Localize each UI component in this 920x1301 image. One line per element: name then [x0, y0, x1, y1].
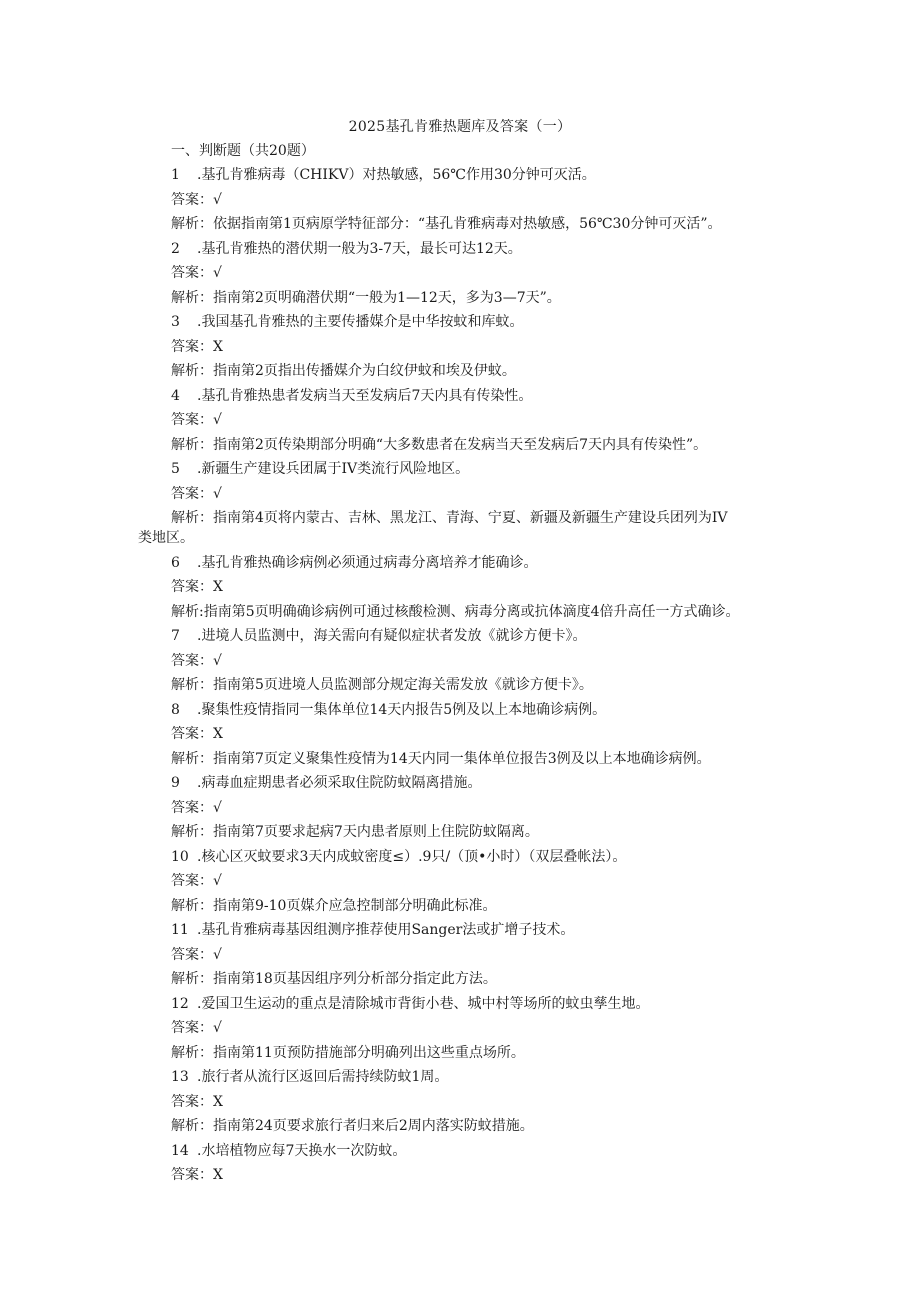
question-number: 14	[171, 1142, 189, 1159]
question-number: 1	[171, 167, 180, 183]
question-number: 3	[171, 314, 180, 330]
explanation-text: 解析：指南第2页明确潜伏期“一般为1—12天，多为3—7天”。	[171, 289, 561, 306]
question-body: .新疆生产建设兵团属于IV类流行风险地区。	[197, 461, 470, 477]
answer-text: 答案：√	[171, 191, 222, 208]
answer-text: 答案：√	[171, 652, 222, 669]
question-text	[138, 994, 788, 1014]
explanation-text: 解析：指南第18页基因组序列分析部分指定此方法。	[171, 971, 497, 987]
explanation-text: 解析：依据指南第1页病原学特征部分：“基孔肯雅病毒对热敏感，56℃30分钟可灭活”。	[171, 216, 722, 232]
question-body: .基孔肯雅病毒基因组测序推荐使用Sanger法或扩增子技术。	[197, 922, 575, 938]
section-heading: 一、判断题（共20题）	[171, 143, 315, 159]
question-number: 13	[171, 1069, 189, 1085]
answer-text: 答案：√	[171, 485, 222, 502]
answer-text: 答案：√	[171, 946, 222, 963]
question-body: .基孔肯雅热的潜伏期一般为3-7天，最长可达12天。	[197, 240, 522, 257]
question-list	[138, 165, 788, 1190]
question-number: 10	[171, 848, 189, 865]
answer-text: 答案：√	[171, 799, 222, 816]
answer-text: 答案：√	[171, 873, 222, 889]
answer-text: 答案：X	[171, 1167, 223, 1183]
question-body: .水培植物应每7天换水一次防蚊。	[197, 1142, 407, 1159]
question-body: .基孔肯雅热确诊病例必须通过病毒分离培养才能确诊。	[197, 554, 538, 571]
question-body: .聚集性疫情指同一集体单位14天内报告5例及以上本地确诊病例。	[197, 701, 607, 718]
explanation-text-continued: 类地区。	[138, 530, 194, 546]
explanation-text: 解析：指南第7页定义聚集性疫情为14天内同一集体单位报告3例及以上本地确诊病例。	[171, 750, 711, 767]
question-body: .爱国卫生运动的重点是清除城市背街小巷、城中村等场所的蚊虫孳生地。	[197, 995, 650, 1012]
question-number: 4	[171, 387, 180, 404]
answer-text: 答案：√	[171, 1020, 222, 1036]
question-number: 12	[171, 995, 189, 1012]
question-body: .进境人员监测中，海关需向有疑似症状者发放《就诊方便卡》。	[197, 628, 587, 644]
question-body: .基孔肯雅病毒（CHIKV）对热敏感，56℃作用30分钟可灭活。	[197, 167, 596, 183]
explanation-text: 解析：指南第5页进境人员监测部分规定海关需发放《就诊方便卡》。	[171, 677, 593, 693]
question-text	[138, 553, 788, 573]
question-text	[138, 773, 788, 793]
question-text	[138, 700, 788, 720]
question-body: .旅行者从流行区返回后需持续防蚊1周。	[197, 1069, 449, 1085]
question-text	[138, 626, 788, 646]
question-text	[138, 847, 788, 867]
question-body: .病毒血症期患者必须采取住院防蚊隔离措施。	[197, 775, 482, 791]
question-text	[138, 1141, 788, 1161]
answer-text: 答案：√	[171, 412, 222, 428]
question-number: 11	[171, 922, 189, 938]
answer-text: 答案：X	[171, 338, 223, 355]
explanation-text: 解析：指南第7页要求起病7天内患者原则上住院防蚊隔离。	[171, 824, 539, 840]
question-text	[138, 1067, 788, 1087]
explanation-text: 解析：指南第24页要求旅行者归来后2周内落实防蚊措施。	[171, 1118, 534, 1134]
question-body: .基孔肯雅热患者发病当天至发病后7天内具有传染性。	[197, 387, 533, 404]
question-text	[138, 239, 788, 259]
question-number: 9	[171, 775, 180, 791]
answer-text: 答案：X	[171, 579, 223, 595]
explanation-text: 解析:指南第5页明确确诊病例可通过核酸检测、病毒分离或抗体滴度4倍升高任一方式确诊。	[171, 603, 740, 620]
explanation-text: 解析：指南第9-10页媒介应急控制部分明确此标准。	[171, 897, 497, 914]
explanation-text: 解析：指南第2页传染期部分明确“大多数患者在发病当天至发病后7天内具有传染性”。	[171, 436, 708, 453]
answer-text: 答案：X	[171, 1093, 223, 1110]
question-body: .核心区灭蚊要求3天内成蚊密度≤）.9只/（顶•小时）（双层叠帐法）。	[197, 848, 627, 865]
question-body: .我国基孔肯雅热的主要传播媒介是中华按蚊和库蚊。	[197, 314, 524, 330]
explanation-text: 解析：指南第4页将内蒙古、吉林、黑龙江、青海、宁夏、新疆及新疆生产建设兵团列为IV	[171, 510, 728, 526]
question-number: 2	[171, 240, 180, 257]
question-text	[138, 386, 788, 406]
question-number: 5	[171, 461, 180, 477]
question-text	[138, 165, 788, 185]
answer-text: 答案：√	[171, 265, 222, 281]
question-text	[138, 312, 788, 332]
answer-text: 答案：X	[171, 726, 223, 742]
question-number: 7	[171, 628, 180, 644]
explanation-text: 解析：指南第11页预防措施部分明确列出这些重点场所。	[171, 1044, 525, 1061]
question-text	[138, 459, 788, 479]
document-title: 2025基孔肯雅热题库及答案（一）	[348, 119, 572, 135]
question-number: 6	[171, 554, 180, 571]
question-text	[138, 920, 788, 940]
question-number: 8	[171, 701, 180, 718]
explanation-text: 解析：指南第2页指出传播媒介为白纹伊蚊和埃及伊蚊。	[171, 363, 516, 379]
